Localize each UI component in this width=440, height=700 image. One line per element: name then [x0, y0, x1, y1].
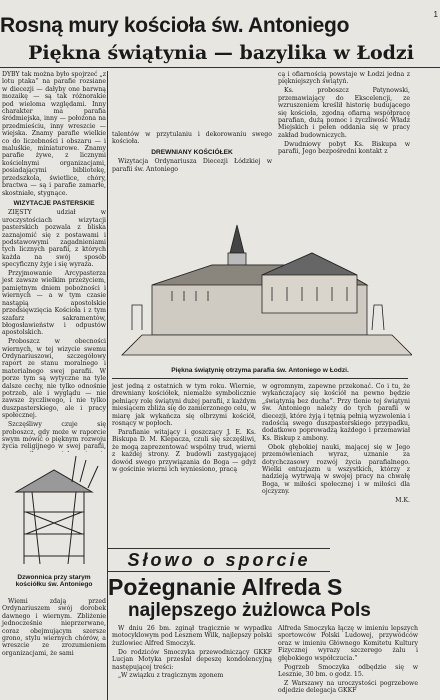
sports-section-title: Słowo o sporcie	[108, 548, 330, 572]
sports-subheadline: najlepszego żużlowca Pols	[128, 600, 371, 621]
article-column-right	[278, 71, 410, 206]
column-text: Parafianie witający i goszczący J. E. Ks. Biskupa D. M. Klepacza, czuli się szczęśliwi, że mogą zaprezentować wspólny trud, wierni z każdej strony. Z budowli zastygającej dowód swego przywiązania do Boga — gdyż w gościnie wierni ich wyniesiono, pracą	[112, 428, 256, 473]
subheadline: Piękna świątynia — bazylika w Łodzi	[28, 42, 414, 64]
column-text: talentów w przytulaniu i dekorowaniu swego kościoła.	[112, 131, 272, 146]
column-text: Proboszcz w obecności wiernych, w tej wizycie swemu Ordynariuszowi, szczegółowy raport ze stanu moralnego i materialnego swej parafii. W porze tym są wytyczne na tyle dalsze cechy, nie tylko odnośnie potrzeb, ale i wyglądu — nie zawsze życzliwego, i nie tylko duszpasterskiego, ale i pracy społecznej.	[2, 338, 106, 420]
column-text: Obok głębokiej nauki, mającej się w Jego przemówieniach wyraz, uznanie za dotychczasowy rozwój życia parafialnego. Wielki entuzjazm u wszystkich, którzy z nadzieją wytrwają w swojej pracy na chwałę Boga, w miłości społecznej i w miłości dla ojczyzny.	[262, 443, 410, 496]
column-text: „W związku z tragicznym zgonem	[118, 672, 224, 680]
article-column-lower-right	[262, 383, 410, 543]
sports-column-right	[278, 625, 418, 700]
column-text: Wizytacja Ordynariusza Diecezji Łódzkiej w parafii św. Antoniego	[112, 158, 272, 173]
bell-tower-caption: Dzwonnica przy starym kościółku św. Antoniego	[15, 574, 93, 588]
rule-top	[0, 67, 440, 68]
sports-headline: Pożegnanie Alfreda S	[108, 574, 343, 600]
column-text: Ks. proboszcz Patynowski, przemawiający do Ekscelencji, ze wzruszeniem kreślił historię budującego się kościoła, zgodną ofiarną współpracę parafian, dużą pomoc i życzliwość Władz Miejskich i pełen oddania się w pracy zakład budowniczych.	[278, 87, 410, 139]
column-text: Do rodziców Smoczyka przewodniczący GKKF Lucjan Motyka przesłał depeszę kondolencyjną następującej treści:	[112, 648, 272, 671]
column-text: cą i ofiarnością powstaje w Łodzi jedna z piękniejszych świątyń.	[278, 71, 410, 86]
bell-tower-sketch	[2, 452, 106, 572]
column-divider	[107, 71, 108, 549]
column-text: Wiemi zdają przed Ordynariuszem swój dorobek dawnego i wiernym. Zbliżenie jednocześnie nieprzerwane, coraz obejmującym szersze grono, stylu wiernych chórów, a wreszcie ze zrozumieniem organizacjami, że sami	[2, 598, 106, 657]
column-text: ZIĘSTY udział w uroczystościach wizytacji pasterskich pozwala z bliska zaznajomić się z postawami i podstawowymi zagadnieniami tych licznych parafii, z których każda na swój sposób specyficzny żyje i się wyraża.	[2, 209, 106, 269]
column-text: Pogrzeb Smoczyka odbędzie się w Lesznie, 30 bm. o godz. 15.	[278, 663, 418, 678]
column-text: w ogromnym, zapewne przekonać. Co i tu, że wykańczający się kościół na pewno będzie „świątynią bez ducha”. Przy tlenie tej świątyni św. Antoniego należy do tych parafii w diecezji, które żyją i tętnią pełnią wyzwolenia i radością swego duszpasterskiego przypadku, dodatkowo poprowadzą każdego i przemawiał Ks. Biskup z ambony.	[262, 383, 410, 442]
article-column-lower-middle	[112, 383, 256, 543]
column-text: jest jedną z ostatnich w tym roku. Wiernie, drewniany kościółek, niemalże symbolicznie pełniący rolę świątyni dużej parafii, z każdym miesiącem zbliża się do zamierzonego celu, w miarę jak wykańcza się olbrzymi kościół, rosnący w popłoch.	[112, 383, 256, 428]
signature: M.K.	[395, 497, 410, 505]
column-text: Alfreda Smoczyka łączę w imieniu lepszych sportowców Polski Ludowej, przywódców oraz w imieniu Głównego Komitetu Kultury Fizycznej wyrazy szczerego żalu i głębokiego współczucia.”	[278, 625, 418, 662]
rule-caption	[112, 378, 408, 379]
column-text: Dwudniowy pobyt Ks. Biskupa w parafii, Jego bezpośredni kontakt z	[278, 140, 410, 156]
sports-column-left	[112, 625, 272, 700]
margin-mark: 1	[433, 10, 438, 19]
column-text: Szczęśliwy czuje się proboszcz, gdy może w raporcie swym mówić o pięknym rozwoju życia religijnego w swej parafii,	[2, 421, 106, 451]
article-column-bottom-left	[2, 598, 106, 698]
section-subhead-visitations: WIZYTACJE PASTERSKIE	[13, 199, 95, 207]
church-illustration-caption: Piękna świątynię otrzyma parafia św. Antoniego w Łodzi.	[171, 367, 349, 374]
church-illustration	[112, 205, 412, 365]
headline: Rosną mury kościoła św. Antoniego	[0, 14, 350, 37]
column-text: Z Warszawy na uroczystości pogrzebowe odjedzie delegacja GKKF	[278, 679, 418, 695]
section-subhead-wooden-church: DREWNIANY KOŚCIÓŁEK	[151, 148, 233, 156]
column-text: Przyjmowanie Arcypasterza jest zawsze wielkim przeżyciem, pamiętnym dniem pobożności i wiernych — a w tym czasie nastąpią apostolskie przedsięwzięcia Kościoła i z tym szafarz sakramentów, błogosławieństw i odpustów apostolskich.	[2, 270, 106, 337]
column-text: W dniu 26 bm. zginął tragicznie w wypadku motocyklowym pod Lesznem Wilk, najlepszy polski żużlowiec Alfred Smoczyk.	[112, 625, 272, 647]
intro-text: DYBY tak można było spojrzeć „z lotu ptaka” na parafie rozsiane w diecezji — dałyby one barwną mozaikę — są tak różnorakie pod wieloma względami. Inny charakter ma parafia śródmiejska, inny — położona na przedmieściu, inny wreszcie — wiejska. Znamy parafie wielkie co do liczebności i obszaru — i maluśkie, miniaturowe. Znamy parafie żywe, z licznymi kościelnymi organizacjami, posiadającymi bibliotekę, przedszkola, świetlice, chóry, bractwa — są i parafie zamarłe, skostniałe, stygnące.	[2, 71, 106, 197]
